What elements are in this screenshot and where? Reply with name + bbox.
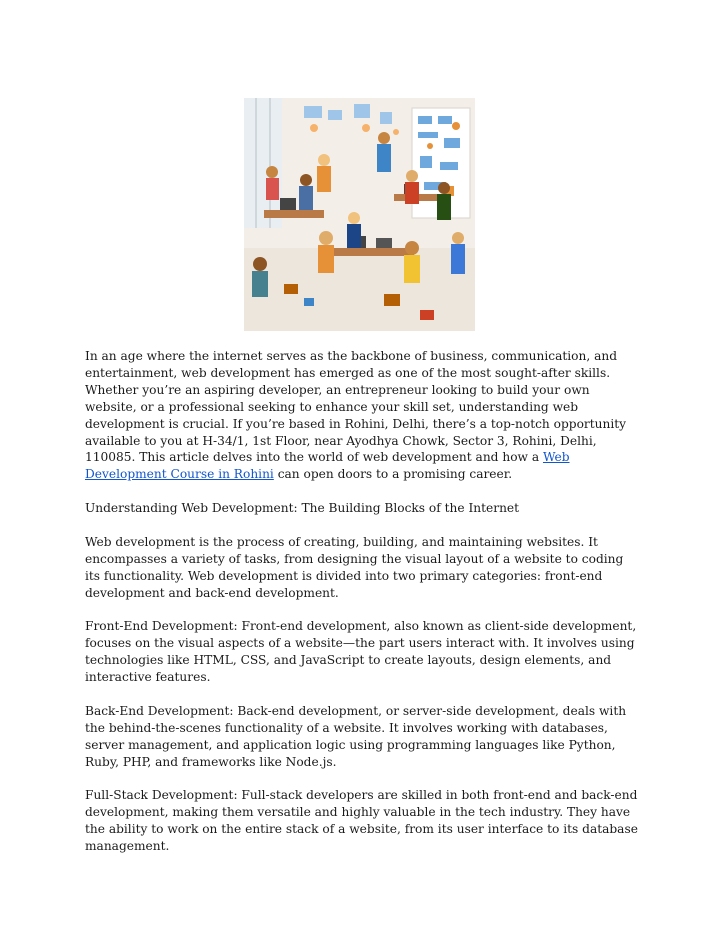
classroom-illustration [244, 98, 475, 331]
front-end-paragraph: Front-End Development: Front-end development, also known as client-side development, focuses on the visual aspects of a website—the part users interact with. It involves using technologies like HTML, CSS, and JavaScript to create layouts, design elements, and interactive features. [85, 619, 637, 685]
full-stack-paragraph: Full-Stack Development: Full-stack developers are skilled in both front-end and back-end development, making them versatile and highly valuable in the tech industry. They have the ability to work on the entire stack of a website, from its user interface to its database management. [85, 788, 638, 854]
intro-text-end: can open doors to a promising career. [273, 467, 513, 482]
intro-text: In an age where the internet serves as the backbone of business, communication, and entertainment, web development has emerged as one of the most sought-after skills. Whether you’re an aspiring developer, an entrepreneur looking to build your own website, or a professional seeking to enhance your skill set, understanding web development is crucial. If you’re based in Rohini, Delhi, there’s a top-notch opportunity available to you at H-34/1, 1st Floor, near Ayodhya Chowk, Sector 3, Rohini, Delhi, 110085. This article delves into the world of web development and how a [85, 349, 627, 465]
intro-paragraph [85, 348, 641, 483]
article-body [85, 348, 641, 872]
definition-paragraph: Web development is the process of creating, building, and maintaining websites. It encompasses a variety of tasks, from designing the visual layout of a website to coding its functionality. Web development is divided into two primary categories: front-end development and back-end development. [85, 534, 624, 600]
people-working-illustration [244, 98, 475, 331]
section-heading: Understanding Web Development: The Building Blocks of the Internet [85, 501, 520, 516]
back-end-paragraph: Back-End Development: Back-end development, or server-side development, deals with the behind-the-scenes functionality of a website. It involves working with databases, server management, and application logic using programming languages like Python, Ruby, PHP, and frameworks like Node.js. [85, 703, 627, 769]
web-development-course-link[interactable]: Web Development Course in Rohini [85, 450, 570, 482]
